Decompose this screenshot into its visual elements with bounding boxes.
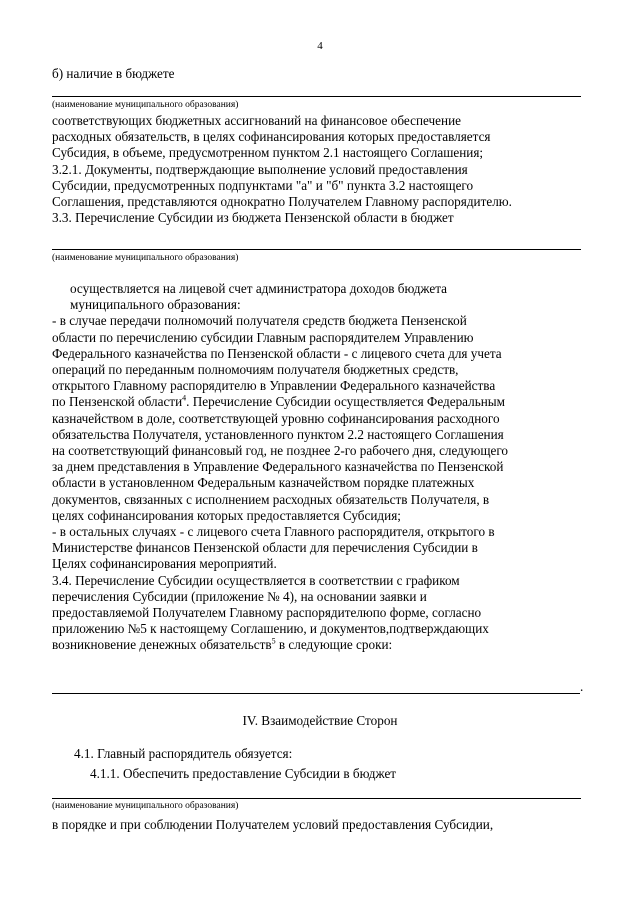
- blank-line-4: [52, 798, 581, 799]
- text-line: Субсидия, в объеме, предусмотренном пунктом 2.1 настоящего Соглашения;: [52, 145, 484, 161]
- section-b-heading: б) наличие в бюджете: [52, 66, 175, 81]
- text-line: казначейством в доле, соответствующей уровню софинансирования расходного: [52, 410, 500, 426]
- text-line: - в остальных случаях - с лицевого счета Главного распорядителя, открытого в: [52, 524, 495, 540]
- footnote-ref-5: 5: [271, 637, 276, 647]
- caption-municipal-2: (наименование муниципального образования): [52, 253, 239, 263]
- text-span: возникновение денежных обязательств: [52, 637, 272, 653]
- text-line-with-footnote: [52, 394, 588, 410]
- blank-line-end: .: [580, 679, 584, 694]
- text-line: Министерстве финансов Пензенской области для перечисления Субсидии в: [52, 540, 478, 556]
- paragraph-1: [52, 113, 588, 226]
- text-line: соответствующих бюджетных ассигнований на финансовое обеспечение: [52, 113, 461, 128]
- text-line: - в случае передачи полномочий получателя средств бюджета Пензенской: [52, 313, 467, 329]
- text-line: обязательства Получателя, установленного пунктом 2.2 настоящего Соглашения: [52, 426, 504, 442]
- text-line: на соответствующий финансовый год, не позднее 2-го рабочего дня, следующего: [52, 443, 509, 459]
- text-line: приложению №5 к настоящему Соглашению, и документов,подтверждающих: [52, 621, 489, 637]
- text-span: . Перечисление Субсидии осуществляется Федеральным: [186, 394, 506, 410]
- text-span: в следующие сроки:: [275, 637, 393, 653]
- text-span: по Пензенской области: [52, 394, 183, 410]
- blank-line-2: [52, 249, 581, 250]
- text-line: Субсидии, предусмотренных подпунктами "а" и "б" пункта 3.2 настоящего: [52, 177, 474, 193]
- item-4-1: 4.1. Главный распорядитель обязуется:: [74, 746, 293, 761]
- last-line: в порядке и при соблюдении Получателем условий предоставления Субсидии,: [52, 817, 494, 832]
- caption-municipal-1: (наименование муниципального образования): [52, 100, 239, 110]
- text-line: муниципального образования:: [70, 297, 241, 313]
- page-number: 4: [317, 40, 323, 52]
- text-line: документов, связанных с исполнением расходных обязательств Получателя, в: [52, 491, 490, 507]
- caption-municipal-3: (наименование муниципального образования): [52, 801, 239, 811]
- paragraph-2: [52, 281, 588, 654]
- text-line: 3.2.1. Документы, подтверждающие выполнение условий предоставления: [52, 161, 468, 177]
- text-line: предоставляемой Получателем Главному распорядителюпо форме, согласно: [52, 605, 482, 621]
- item-4-1-1: 4.1.1. Обеспечить предоставление Субсидии в бюджет: [90, 766, 397, 781]
- footnote-ref-4: 4: [182, 394, 187, 404]
- text-line-with-footnote: [52, 637, 588, 653]
- text-line: Федерального казначейства по Пензенской области - с лицевого счета для учета: [52, 345, 502, 361]
- text-line: операций по переданным полномочиям получателя бюджетных средств,: [52, 362, 459, 378]
- blank-line-3: [52, 693, 580, 694]
- text-line: области по перечислению субсидии Главным распорядителем Управлению: [52, 329, 474, 345]
- blank-line-1: [52, 96, 581, 97]
- text-line: открытого Главному распорядителю в Управлении Федерального казначейства: [52, 378, 496, 394]
- text-line: 3.3. Перечисление Субсидии из бюджета Пензенской области в бюджет: [52, 210, 454, 226]
- text-line: перечисления Субсидии (приложение № 4), на основании заявки и: [52, 588, 427, 604]
- text-line: расходных обязательств, в целях софинансирования которых предоставляется: [52, 129, 491, 145]
- text-line: осуществляется на лицевой счет администратора доходов бюджета: [70, 281, 447, 296]
- text-line: целях софинансирования которых предоставляется Субсидия;: [52, 507, 401, 523]
- text-line: Целях софинансирования мероприятий.: [52, 556, 277, 572]
- text-line: области в установленном Федеральным казначейством порядке платежных: [52, 475, 475, 491]
- text-line: за днем представления в Управление Федерального казначейства по Пензенской: [52, 459, 504, 475]
- text-line: Соглашения, представляются однократно Получателем Главному распорядителю.: [52, 194, 512, 210]
- text-line: 3.4. Перечисление Субсидии осуществляется в соответствии с графиком: [52, 572, 460, 588]
- section-heading: IV. Взаимодействие Сторон: [242, 713, 398, 728]
